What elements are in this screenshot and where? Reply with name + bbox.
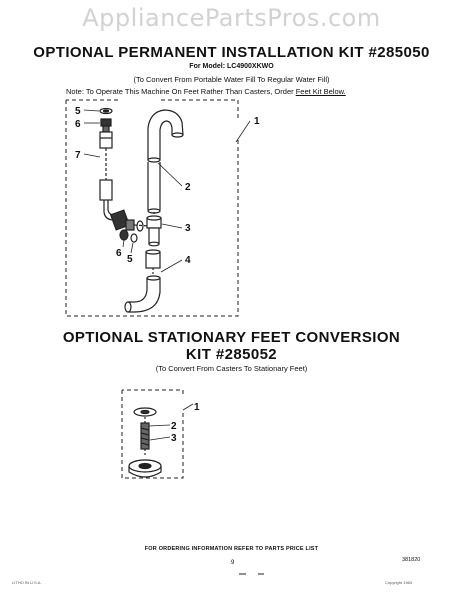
callout-4: 4 <box>185 255 191 266</box>
site-watermark: AppliancePartsPros.com <box>82 4 381 32</box>
kit-285050-outline <box>66 100 238 316</box>
lower-clamp <box>120 230 137 242</box>
foot-callout-1: 1 <box>194 402 200 413</box>
hose-coupling <box>147 212 161 246</box>
kit-285052-subtitle: (To Convert From Casters To Stationary Feet) <box>155 364 308 373</box>
callout-3: 3 <box>185 223 191 234</box>
foot-callout-3: 3 <box>171 433 177 444</box>
note-text: Note: To Operate This Machine On Feet Rather Than Casters, Order <box>66 87 294 96</box>
callout-2: 2 <box>185 182 191 193</box>
elbow-fitting <box>111 210 150 231</box>
fill-tube-assembly <box>100 109 114 221</box>
kit-285052-title-line2: KIT #285052 <box>185 346 278 363</box>
callout-5-bottom: 5 <box>127 254 133 265</box>
callout-7: 7 <box>75 150 81 161</box>
right-fine-print: Copyright 1983 <box>385 580 413 585</box>
callout-5-top: 5 <box>75 106 81 117</box>
callout-1: 1 <box>254 116 260 127</box>
kit-285050-subtitle: (To Convert From Portable Water Fill To Regular Water Fill) <box>133 75 330 84</box>
stationary-foot <box>129 408 161 477</box>
page-number: 9 <box>231 560 235 566</box>
callout-6-top: 6 <box>75 119 81 130</box>
kit-285050-title: OPTIONAL PERMANENT INSTALLATION KIT #285050 <box>33 44 430 61</box>
part-number: 381820 <box>402 557 421 563</box>
foot-callout-2: 2 <box>171 421 177 432</box>
left-fine-print: LITHO IN U.S.A. <box>12 580 42 585</box>
kit-285052-title-line1: OPTIONAL STATIONARY FEET CONVERSION <box>62 329 401 346</box>
gooseneck-hose <box>148 110 183 213</box>
callout-6-bottom: 6 <box>116 248 122 259</box>
feet-kit-reference: Feet Kit Below. <box>295 87 346 96</box>
ordering-info: FOR ORDERING INFORMATION REFER TO PARTS PRICE LIST <box>144 546 319 552</box>
model-number: For Model: LC4900XKWO <box>189 63 274 70</box>
